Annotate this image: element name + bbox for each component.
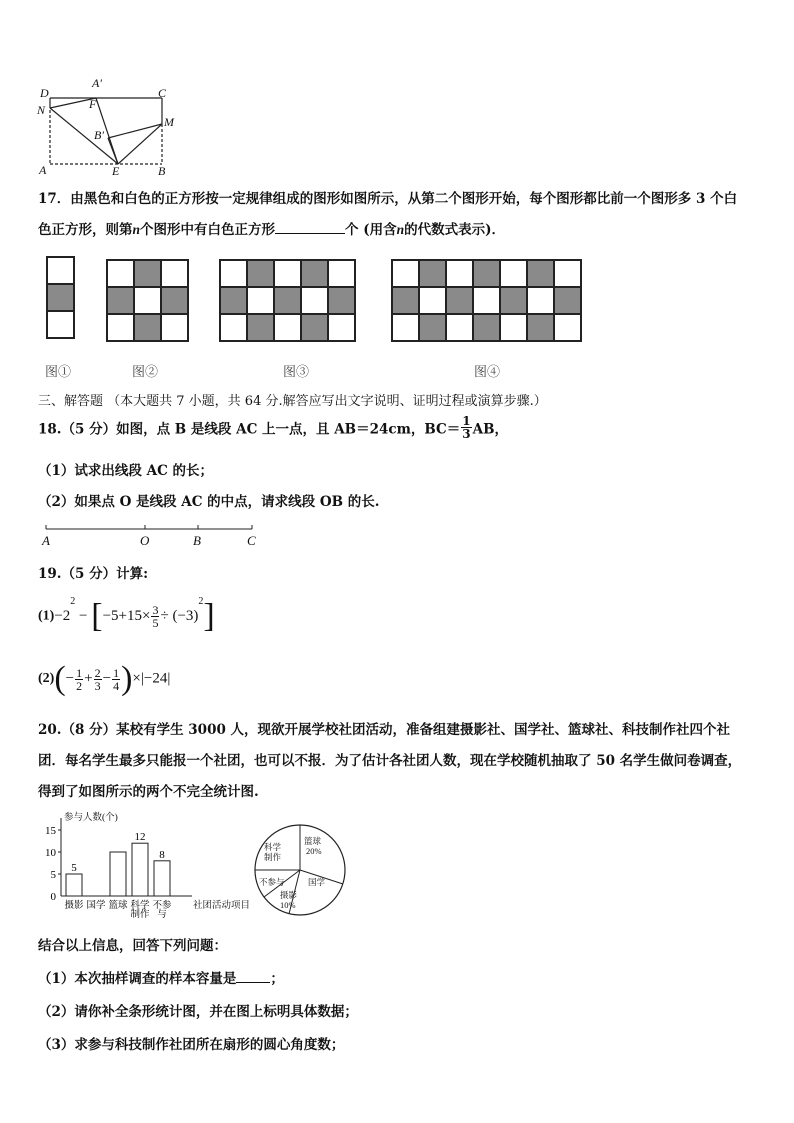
point-B: B bbox=[193, 533, 201, 548]
q19-e2-prefix: (2) bbox=[38, 671, 55, 686]
q20-part3: （3）求参与科技制作社团所在扇形的圆心角度数； bbox=[38, 1037, 345, 1053]
q19-e2-frac3 bbox=[112, 667, 120, 692]
q18-stem-b: AB， bbox=[472, 421, 509, 438]
pie-label-none: 不参与 bbox=[259, 877, 285, 887]
q19-bracket-right: ] bbox=[203, 597, 215, 635]
bar-data-label: 8 bbox=[159, 848, 165, 861]
q19-e2-frac2 bbox=[94, 667, 102, 692]
q20-line2: 团．每名学生最多只能报一个社团，也可以不报．为了估计各社团人数，现在学校随机抽取了 50 名学生做问卷调查， bbox=[38, 753, 742, 769]
q19-e1-c: ÷ (−3) bbox=[160, 608, 199, 625]
point-C: C bbox=[247, 533, 256, 548]
fig16-diagram bbox=[34, 76, 184, 176]
q20-after: 结合以上信息，回答下列问题： bbox=[38, 938, 227, 954]
q19-e2-n2: 2 bbox=[94, 665, 101, 680]
q17-text-d: 的代数式表示)． bbox=[404, 222, 506, 238]
q19-e2-minus: − bbox=[65, 670, 75, 687]
label-F: F bbox=[89, 97, 97, 111]
pie-value-basketball: 20% bbox=[306, 846, 322, 856]
label-N: N bbox=[37, 103, 46, 117]
bar-chart bbox=[30, 808, 275, 920]
pie-label-science-1: 科学 bbox=[264, 842, 282, 852]
q19-e1-num: 3 bbox=[152, 603, 159, 618]
bar-category-label: 不参与 bbox=[152, 901, 172, 920]
q19-e1-exp2: 2 bbox=[198, 596, 204, 607]
q19-stem: 19.（5 分）计算: bbox=[38, 566, 149, 582]
q19-e1-prefix: (1) bbox=[38, 608, 55, 624]
q20-part1 bbox=[38, 967, 284, 987]
label-A: A bbox=[39, 163, 47, 176]
pie-label-guoxue: 国学 bbox=[308, 877, 326, 887]
label-C: C bbox=[158, 86, 167, 100]
q20-part1-end: ； bbox=[270, 971, 284, 987]
caption-figure-2: 图② bbox=[132, 365, 159, 380]
q18-stem-a: 18.（5 分）如图，点 B 是线段 AC 上一点，且 AB＝24cm，BC＝ bbox=[38, 421, 461, 438]
label-E: E bbox=[112, 164, 120, 176]
q19-e2-frac1 bbox=[75, 667, 83, 692]
pie-label-basketball: 篮球 bbox=[304, 836, 322, 846]
q19-e1-fraction bbox=[151, 604, 159, 629]
bar-category-label: 科学制作 bbox=[130, 901, 150, 920]
bar-data-label: 5 bbox=[71, 862, 77, 874]
q18-fraction bbox=[461, 415, 471, 440]
bar-category-label: 摄影 bbox=[64, 901, 84, 911]
q17-var-n: n bbox=[132, 222, 141, 237]
q19-e2-tail: ×|−24| bbox=[132, 670, 171, 687]
bar-ytick-label: 15 bbox=[45, 825, 56, 837]
q20-part2: （2）请你补全条形统计图，并在图上标明具体数据； bbox=[38, 1004, 358, 1020]
q20-line3: 得到了如图所示的两个不完全统计图. bbox=[38, 784, 259, 800]
q17-text-b: 个图形中有白色正方形 bbox=[140, 222, 276, 238]
pattern-figure-2 bbox=[106, 259, 189, 342]
q19-e2-n3: 1 bbox=[113, 665, 120, 680]
q19-e1-minus: − bbox=[75, 608, 92, 625]
label-M: M bbox=[164, 115, 174, 129]
q19-e2-minus2: − bbox=[102, 670, 112, 687]
bar-4 bbox=[154, 861, 170, 896]
q19-e1-exp: 2 bbox=[70, 596, 76, 607]
q19-expression-1 bbox=[38, 596, 215, 636]
bar-data-label: 12 bbox=[134, 831, 146, 844]
q19-e2-n1: 1 bbox=[76, 665, 83, 680]
q19-bracket-left: [ bbox=[91, 597, 103, 635]
q17-line1: 17．由黑色和白色的正方形按一定规律组成的图形如图所示，从第二个图形开始，每个图形都比前一个图形多 3 个白 bbox=[38, 191, 738, 207]
caption-figure-4: 图④ bbox=[474, 365, 501, 380]
pattern-figure-1 bbox=[46, 256, 75, 339]
q19-expression-2 bbox=[38, 660, 170, 698]
q17-answer-blank[interactable] bbox=[275, 233, 345, 234]
q18-part1: （1）试求出线段 AC 的长； bbox=[38, 463, 214, 479]
bar-3 bbox=[132, 843, 148, 896]
q17-text-c: 个 (用含 bbox=[345, 222, 397, 238]
q20-line1: 20.（8 分）某校有学生 3000 人，现欲开展学校社团活动，准备组建摄影社、国学社、篮球社、科技制作社四个社 bbox=[38, 722, 731, 738]
q19-e2-d1: 2 bbox=[76, 678, 83, 693]
pattern-figure-3 bbox=[219, 259, 356, 342]
bar-0 bbox=[66, 874, 82, 896]
point-O: O bbox=[140, 533, 150, 548]
q18-stem bbox=[38, 415, 508, 440]
q19-e1-a: −2 bbox=[54, 608, 71, 625]
q18-part2: （2）如果点 O 是线段 AC 的中点，请求线段 OB 的长. bbox=[38, 494, 380, 510]
bar-category-label: 国学 bbox=[86, 901, 106, 911]
bar-chart-ylabel: 参与人数(个) bbox=[64, 813, 118, 823]
q18-frac-num: 1 bbox=[462, 414, 471, 428]
q20-part1-text: （1）本次抽样调查的样本容量是 bbox=[38, 971, 237, 987]
pie-label-photo: 摄影 bbox=[280, 890, 298, 900]
bar-ytick-label: 0 bbox=[50, 891, 56, 903]
bar-ytick-label: 5 bbox=[50, 869, 56, 881]
label-B-prime: B′ bbox=[94, 128, 104, 142]
q18-segment-diagram bbox=[36, 521, 266, 549]
section-3-heading: 三、解答题 （本大题共 7 小题，共 64 分.解答应写出文字说明、证明过程或演算步骤.） bbox=[38, 394, 547, 409]
point-A: A bbox=[42, 533, 50, 548]
q19-e1-den: 5 bbox=[152, 616, 159, 631]
q20-answer-blank[interactable] bbox=[236, 982, 270, 983]
pattern-figure-4 bbox=[391, 259, 582, 342]
caption-figure-1: 图① bbox=[45, 365, 72, 380]
label-A-prime: A′ bbox=[92, 76, 102, 90]
caption-figure-3: 图③ bbox=[283, 365, 310, 380]
q19-paren-right: ) bbox=[121, 660, 133, 697]
q19-e1-b: −5+15× bbox=[102, 608, 151, 625]
bar-ytick-label: 10 bbox=[45, 847, 56, 859]
q19-e2-d2: 3 bbox=[94, 678, 101, 693]
q17-text-a: 色正方形，则第 bbox=[38, 222, 133, 238]
q19-paren-left: ( bbox=[54, 660, 66, 697]
bar-category-label: 篮球 bbox=[108, 901, 128, 911]
q17-var-n2: n bbox=[396, 222, 405, 237]
label-D: D bbox=[40, 86, 49, 100]
q17-line2 bbox=[38, 218, 505, 238]
pie-label-science-2: 制作 bbox=[264, 852, 282, 862]
pie-label-science bbox=[264, 842, 282, 862]
q19-e2-plus: + bbox=[84, 670, 93, 687]
label-B: B bbox=[158, 164, 166, 176]
pie-chart bbox=[250, 822, 350, 918]
q19-e2-d3: 4 bbox=[113, 678, 120, 693]
bar-chart-xlabel: 社团活动项目 bbox=[193, 901, 251, 911]
pie-value-photo: 10% bbox=[280, 900, 296, 910]
bar-2 bbox=[110, 852, 126, 896]
q18-frac-den: 3 bbox=[462, 427, 471, 441]
